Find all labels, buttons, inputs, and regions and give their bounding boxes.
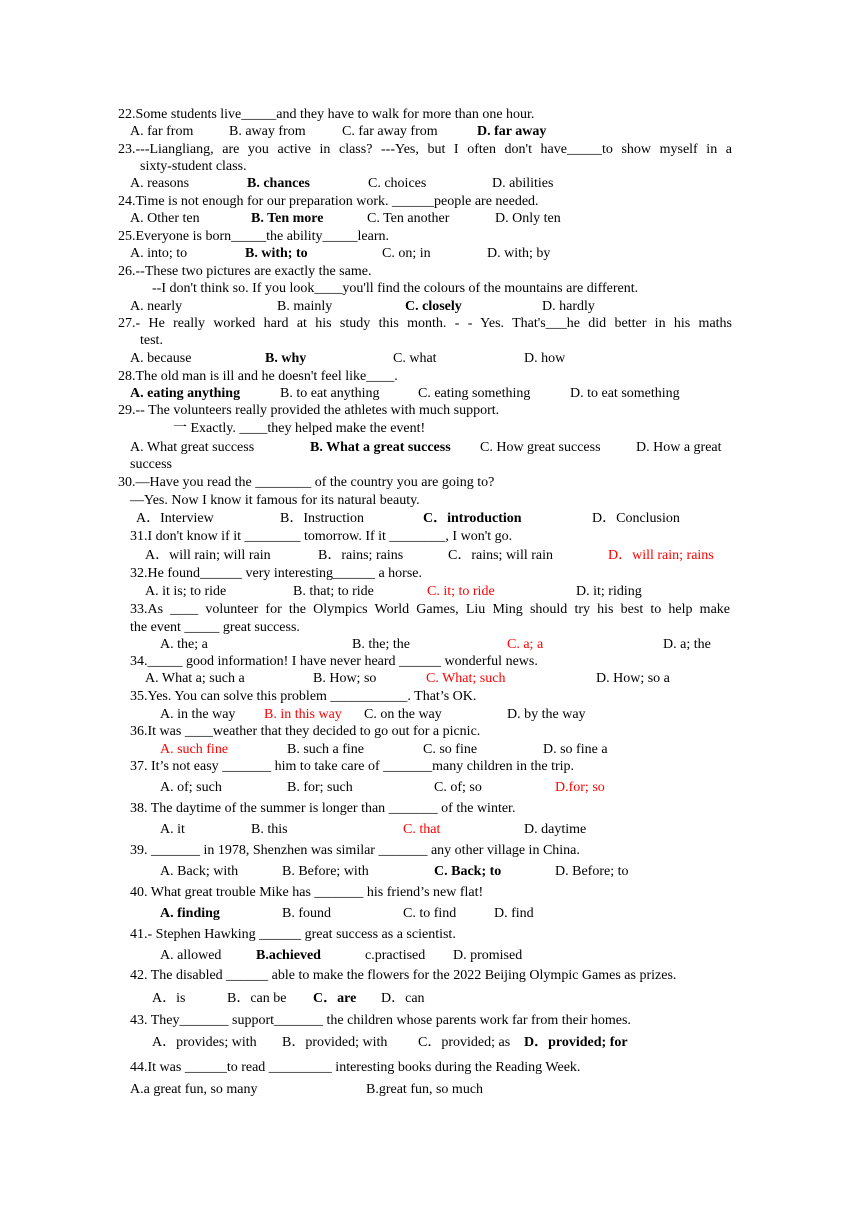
question-34-stem: 34._____ good information! I have never heard ______ wonderful news. (130, 654, 538, 669)
q27-option-a: A. because (130, 351, 192, 366)
q26-option-a: A. nearly (130, 299, 183, 314)
q25-option-c: C. on; in (382, 246, 431, 261)
q22-option-d: D. far away (477, 124, 547, 139)
q44-option-a: A.a great fun, so many (130, 1082, 258, 1097)
question-35-stem: 35.Yes. You can solve this problem ___________. That’s OK. (130, 689, 477, 704)
q38-option-c: C. that (403, 822, 441, 837)
q41-option-c: c.practised (365, 948, 426, 963)
q25-option-b: B. with; to (245, 246, 308, 261)
q29-option-d-cont: success (130, 457, 172, 472)
question-29-stem-cont: 一 Exactly. ____they helped make the event! (173, 421, 426, 436)
q35-option-b: B. in this way (264, 707, 342, 722)
q42-option-b: B．can be (227, 991, 287, 1006)
q41-option-a: A. allowed (160, 948, 222, 963)
q24-option-b: B. Ten more (251, 211, 324, 226)
q34-option-c: C. What; such (426, 671, 506, 686)
q34-option-b: B. How; so (313, 671, 377, 686)
q36-option-a: A. such fine (160, 742, 229, 757)
question-30-stem-cont: —Yes. Now I know it famous for its natural beauty. (130, 493, 420, 508)
question-38-stem: 38. The daytime of the summer is longer than _______ of the winter. (130, 801, 516, 816)
question-29-stem: 29.-- The volunteers really provided the athletes with much support. (118, 403, 500, 418)
q24-option-d: D. Only ten (495, 211, 561, 226)
question-23-stem: 23.---Liangliang, are you active in class? ---Yes, but I often don't have_____to show myself in a (118, 142, 732, 157)
q43-option-a: A．provides; with (152, 1035, 257, 1050)
q25-option-a: A. into; to (130, 246, 188, 261)
q42-option-a: A．is (152, 991, 186, 1006)
q42-option-c: C．are (313, 991, 357, 1006)
q32-option-c: C. it; to ride (427, 584, 495, 599)
q37-option-b: B. for; such (287, 780, 353, 795)
question-32-stem: 32.He found______ very interesting______ a horse. (130, 566, 422, 581)
q37-option-d: D.for; so (555, 780, 605, 795)
q36-option-c: C. so fine (423, 742, 478, 757)
q33-option-c: C. a; a (507, 637, 544, 652)
q39-option-d: D. Before; to (555, 864, 629, 879)
question-23-stem-cont: sixty-student class. (140, 159, 247, 174)
question-24-stem: 24.Time is not enough for our preparation work. ______people are needed. (118, 194, 539, 209)
q43-option-d: D．provided; for (524, 1035, 628, 1050)
q23-option-c: C. choices (368, 176, 427, 191)
q23-option-b: B. chances (247, 176, 310, 191)
q38-option-b: B. this (251, 822, 288, 837)
question-36-stem: 36.It was ____weather that they decided to go out for a picnic. (130, 724, 481, 739)
q39-option-b: B. Before; with (282, 864, 369, 879)
q36-option-d: D. so fine a (543, 742, 608, 757)
q35-option-c: C. on the way (364, 707, 442, 722)
question-42-stem: 42. The disabled ______ able to make the flowers for the 2022 Beijing Olympic Games as prizes. (130, 968, 677, 983)
q35-option-a: A. in the way (160, 707, 236, 722)
q34-option-a: A. What a; such a (145, 671, 245, 686)
q24-option-c: C. Ten another (367, 211, 450, 226)
q37-option-c: C. of; so (434, 780, 482, 795)
q37-option-a: A. of; such (160, 780, 222, 795)
question-33-stem-cont: the event _____ great success. (130, 620, 300, 635)
q34-option-d: D. How; so a (596, 671, 670, 686)
q28-option-d: D. to eat something (570, 386, 680, 401)
q24-option-a: A. Other ten (130, 211, 200, 226)
q42-option-d: D．can (381, 991, 425, 1006)
q32-option-d: D. it; riding (576, 584, 642, 599)
question-44-stem: 44.It was ______to read _________ interesting books during the Reading Week. (130, 1060, 581, 1075)
q40-option-c: C. to find (403, 906, 457, 921)
q26-option-d: D. hardly (542, 299, 595, 314)
question-26-stem: 26.--These two pictures are exactly the same. (118, 264, 372, 279)
q41-option-d: D. promised (453, 948, 523, 963)
q40-option-a: A. finding (160, 906, 220, 921)
question-40-stem: 40. What great trouble Mike has _______ his friend’s new flat! (130, 885, 484, 900)
q27-option-b: B. why (265, 351, 307, 366)
question-37-stem: 37. It’s not easy _______ him to take care of _______many children in the trip. (130, 759, 575, 774)
q41-option-b: B.achieved (256, 948, 321, 963)
q29-option-a: A. What great success (130, 440, 255, 455)
q43-option-c: C．provided; as (418, 1035, 511, 1050)
question-26-stem-cont: --I don't think so. If you look____you'll find the colours of the mountains are different. (152, 281, 639, 296)
q28-option-c: C. eating something (418, 386, 531, 401)
q33-option-b: B. the; the (352, 637, 410, 652)
q27-option-d: D. how (524, 351, 566, 366)
q30-option-b: B．Instruction (280, 511, 364, 526)
q35-option-d: D. by the way (507, 707, 586, 722)
q31-option-d: D．will rain; rains (608, 548, 714, 563)
q23-option-a: A. reasons (130, 176, 190, 191)
q33-option-d: D. a; the (663, 637, 711, 652)
q39-option-a: A. Back; with (160, 864, 239, 879)
q26-option-c: C. closely (405, 299, 462, 314)
q30-option-a: A．Interview (136, 511, 214, 526)
q27-option-c: C. what (393, 351, 437, 366)
q31-option-a: A．will rain; will rain (145, 548, 271, 563)
q28-option-a: A. eating anything (130, 386, 241, 401)
question-30-stem: 30.—Have you read the ________ of the country you are going to? (118, 475, 495, 490)
q22-option-a: A. far from (130, 124, 194, 139)
q36-option-b: B. such a fine (287, 742, 364, 757)
question-27-stem: 27.- He really worked hard at his study this month. - - Yes. That's___he did better in his maths (118, 316, 732, 331)
q31-option-b: B．rains; rains (318, 548, 404, 563)
q22-option-c: C. far away from (342, 124, 438, 139)
question-22-stem: 22.Some students live_____and they have to walk for more than one hour. (118, 107, 535, 122)
q30-option-c: C．introduction (423, 511, 522, 526)
q44-option-b: B.great fun, so much (366, 1082, 484, 1097)
question-27-stem-cont: test. (140, 333, 163, 348)
q39-option-c: C. Back; to (434, 864, 502, 879)
question-31-stem: 31.I don't know if it ________ tomorrow. If it ________, I won't go. (130, 529, 513, 544)
q32-option-a: A. it is; to ride (145, 584, 227, 599)
q22-option-b: B. away from (229, 124, 306, 139)
q33-option-a: A. the; a (160, 637, 208, 652)
question-43-stem: 43. They_______ support_______ the children whose parents work far from their homes. (130, 1013, 631, 1028)
q28-option-b: B. to eat anything (280, 386, 380, 401)
q29-option-b: B. What a great success (310, 440, 451, 455)
question-39-stem: 39. _______ in 1978, Shenzhen was similar _______ any other village in China. (130, 843, 580, 858)
q40-option-b: B. found (282, 906, 331, 921)
q23-option-d: D. abilities (492, 176, 554, 191)
question-33-stem: 33.As ____ volunteer for the Olympics World Games, Liu Ming should try his best to help make (130, 602, 730, 617)
q31-option-c: C．rains; will rain (448, 548, 553, 563)
question-25-stem: 25.Everyone is born_____the ability_____learn. (118, 229, 389, 244)
q40-option-d: D. find (494, 906, 534, 921)
q29-option-c: C. How great success (480, 440, 601, 455)
q32-option-b: B. that; to ride (293, 584, 374, 599)
q29-option-d: D. How a great (636, 440, 722, 455)
q38-option-d: D. daytime (524, 822, 587, 837)
question-41-stem: 41.- Stephen Hawking ______ great success as a scientist. (130, 927, 456, 942)
q43-option-b: B．provided; with (282, 1035, 388, 1050)
q30-option-d: D．Conclusion (592, 511, 680, 526)
q25-option-d: D. with; by (487, 246, 551, 261)
question-28-stem: 28.The old man is ill and he doesn't feel like____. (118, 369, 398, 384)
q26-option-b: B. mainly (277, 299, 333, 314)
q38-option-a: A. it (160, 822, 185, 837)
